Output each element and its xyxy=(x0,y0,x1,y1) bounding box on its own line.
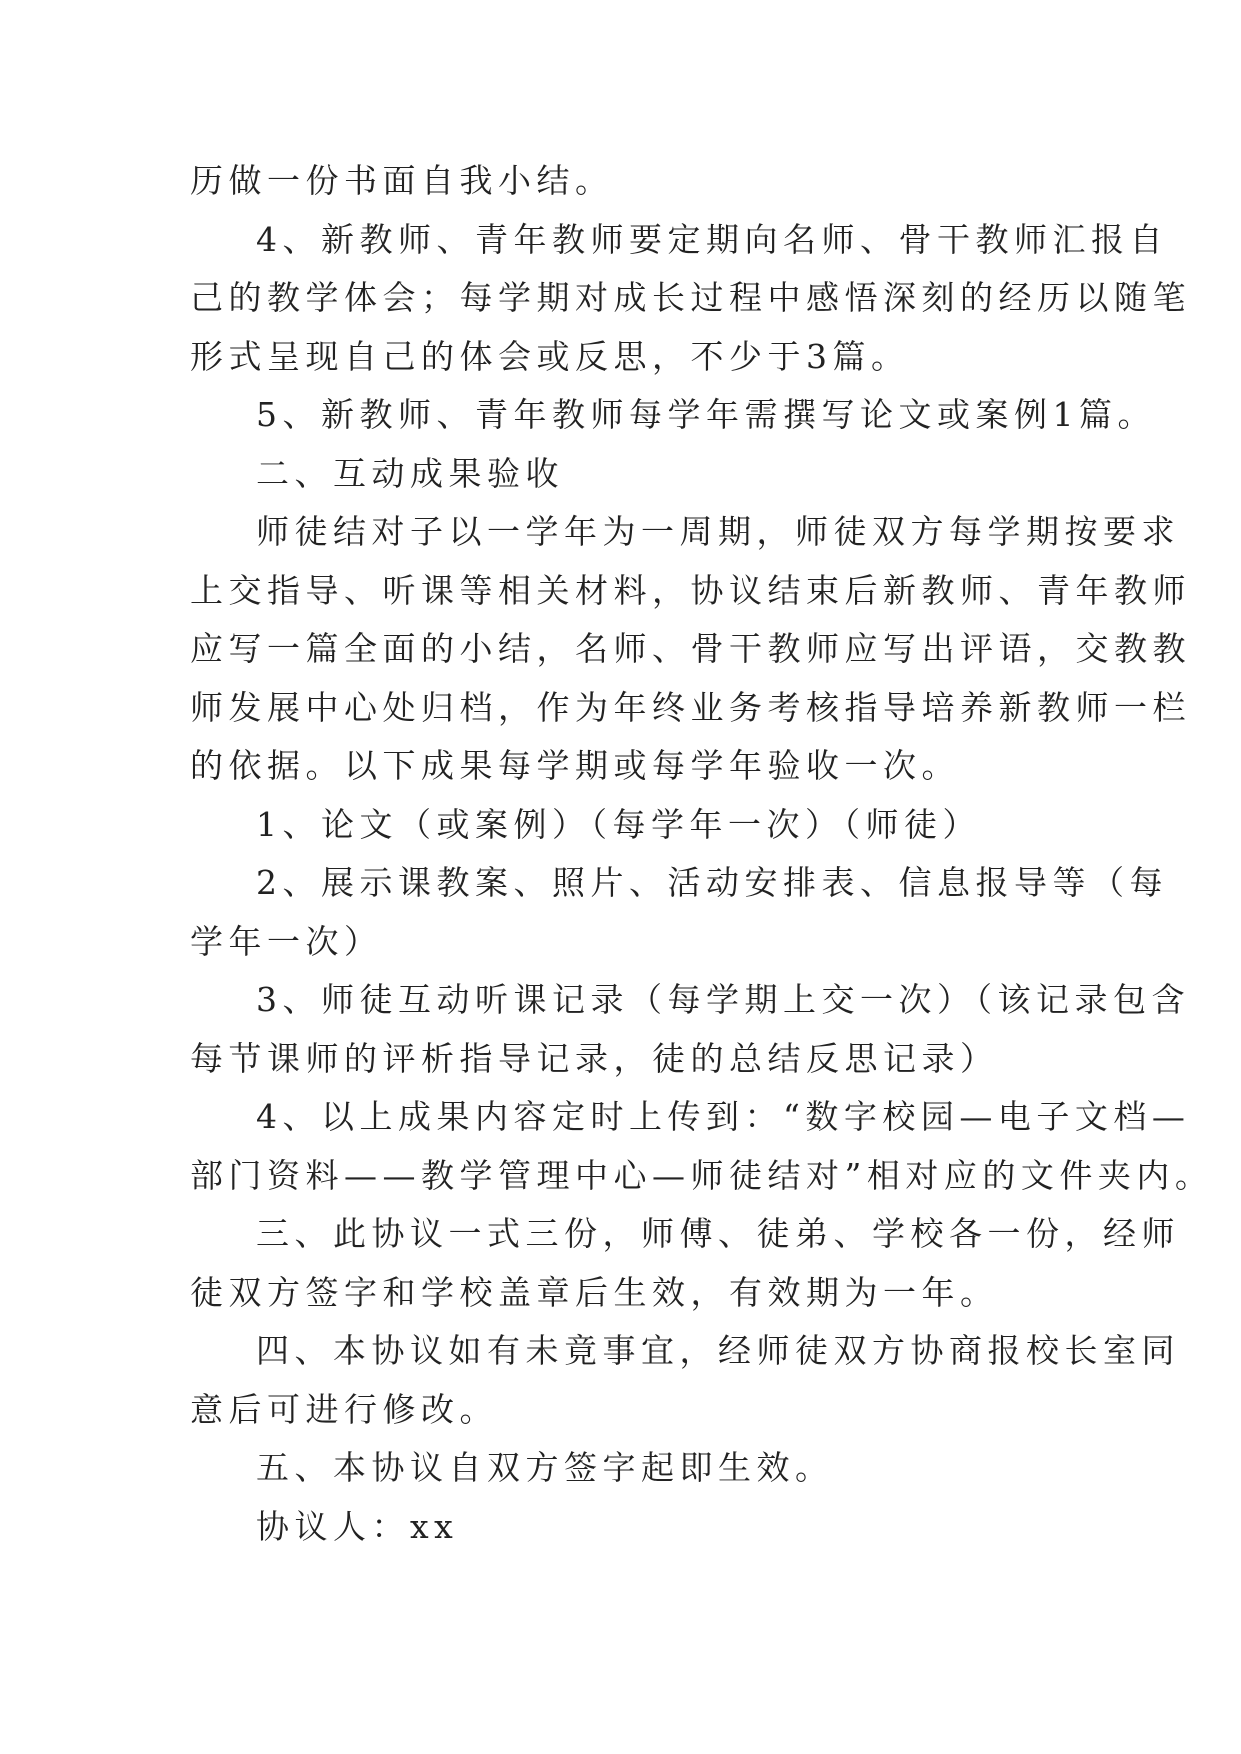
text-line: 己的教学体会；每学期对成长过程中感悟深刻的经历以随笔 xyxy=(190,278,1191,317)
text-line: 意后可进行修改。 xyxy=(190,1389,498,1429)
text-line: 1、论文（或案例）（每学年一次）（师徒） xyxy=(256,804,981,844)
body-text xyxy=(190,152,1214,1556)
text-line: 4、新教师、青年教师要定期向名师、骨干教师汇报自 xyxy=(256,219,1168,259)
text-line: 学年一次） xyxy=(190,921,383,961)
text-line: 师发展中心处归档，作为年终业务考核指导培养新教师一栏 xyxy=(190,687,1191,727)
text-line: 4、以上成果内容定时上传到：“数字校园—电子文档— xyxy=(256,1097,1191,1136)
document-body xyxy=(190,152,1214,1556)
text-line: 上交指导、听课等相关材料，协议结束后新教师、青年教师 xyxy=(190,570,1191,610)
text-line: 历做一份书面自我小结。 xyxy=(190,161,614,200)
section-heading: 二、互动成果验收 xyxy=(256,453,564,493)
text-line: 师徒结对子以一学年为一周期，师徒双方每学期按要求 xyxy=(256,512,1180,551)
text-line: 三、此协议一式三份，师傅、徒弟、学校各一份，经师 xyxy=(256,1214,1180,1253)
text-line: 的依据。以下成果每学期或每学年验收一次。 xyxy=(190,746,960,785)
signatory-line: 协议人：xx xyxy=(256,1506,459,1546)
text-line: 应写一篇全面的小结，名师、骨干教师应写出评语，交教教 xyxy=(190,629,1191,668)
text-line: 部门资料——教学管理中心—师徒结对”相对应的文件夹内。 xyxy=(190,1155,1214,1195)
text-line: 3、师徒互动听课记录（每学期上交一次）（该记录包含 xyxy=(256,980,1190,1019)
text-line: 五、本协议自双方签字起即生效。 xyxy=(256,1448,834,1487)
text-line: 形式呈现自己的体会或反思，不少于3篇。 xyxy=(190,336,910,376)
text-line: 每节课师的评析指导记录，徒的总结反思记录） xyxy=(190,1038,999,1078)
text-line: 徒双方签字和学校盖章后生效，有效期为一年。 xyxy=(190,1272,999,1312)
text-line: 2、展示课教案、照片、活动安排表、信息报导等（每 xyxy=(256,863,1168,902)
text-line: 5、新教师、青年教师每学年需撰写论文或案例1篇。 xyxy=(256,395,1156,434)
text-line: 四、本协议如有未竟事宜，经师徒双方协商报校长室同 xyxy=(256,1331,1180,1370)
